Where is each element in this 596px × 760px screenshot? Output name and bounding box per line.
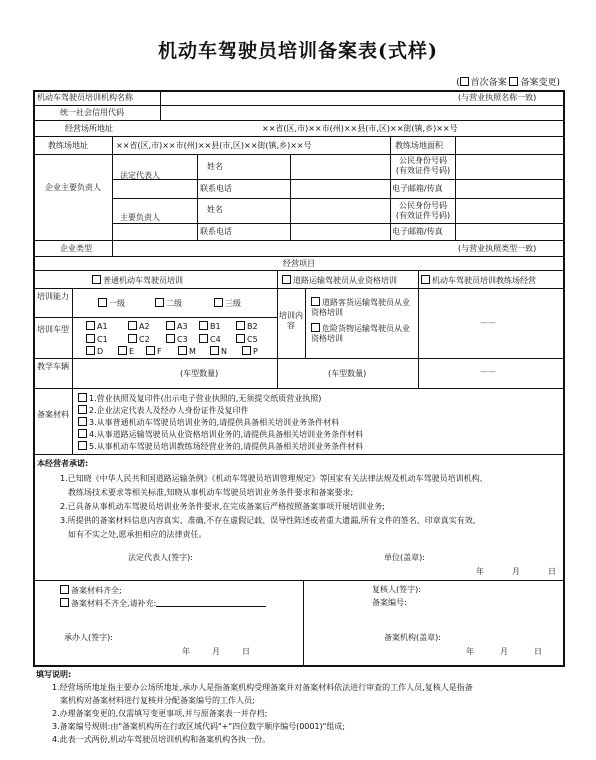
material-5-checkbox[interactable]	[78, 441, 87, 450]
vehicle-b1	[199, 321, 221, 332]
grid-line	[112, 179, 565, 180]
teaching-vehicle-label: 教学车辆	[37, 362, 69, 371]
material-1-text: 1.营业执照及复印件(出示电子营业执照的,无须提交纸质营业执照)	[89, 394, 322, 403]
pledge-month: 月	[512, 567, 520, 576]
id-no-text: 公民身份号码	[399, 201, 447, 210]
address-value: ××省(区,市)××市(州)××县(市,区)××街(镇,乡)××号	[262, 124, 458, 133]
vehicle-e-checkbox[interactable]	[118, 346, 127, 355]
vehicle-e-label: E	[129, 347, 135, 356]
grid-line	[112, 136, 113, 256]
vehicle-c3	[166, 334, 188, 345]
level-1-checkbox[interactable]	[98, 298, 107, 307]
pledge-day: 日	[548, 567, 556, 576]
vehicle-m	[178, 346, 196, 357]
vehicle-a3-label: A3	[177, 322, 188, 331]
handler-day: 日	[242, 647, 250, 656]
level-1-label: 一级	[109, 299, 125, 308]
field-project-dash: ——	[480, 318, 496, 327]
filing-type-selector	[456, 75, 560, 88]
grid-line	[33, 105, 565, 106]
pledge-3b: 如有不实之处,愿承担相应的法律责任。	[68, 530, 207, 539]
vehicle-c5	[236, 334, 258, 345]
main-head-id-label	[391, 201, 455, 221]
vehicle-p-checkbox[interactable]	[242, 346, 251, 355]
org-name-label: 机动车驾驶员培训机构名称	[37, 93, 133, 102]
grid-line	[303, 580, 304, 665]
materials-incomplete-option	[60, 598, 266, 609]
content-1-checkbox[interactable]	[311, 297, 320, 306]
grid-line	[33, 256, 565, 257]
vehicle-a2	[128, 321, 150, 332]
legal-rep-id-label	[391, 156, 455, 176]
content-label: 培训内容	[279, 311, 303, 330]
level-2-option	[155, 298, 182, 309]
pledge-1a: 1.已知晓《中华人民共和国道路运输条例》《机动车驾驶员培训管理规定》等国家有关法律法规及机动车驾驶员培训机构、	[60, 474, 488, 483]
vehicle-m-label: M	[189, 347, 196, 356]
materials-complete-checkbox[interactable]	[60, 585, 69, 594]
grid-line	[160, 90, 161, 120]
biz-type-label: 企业类型	[60, 244, 92, 253]
vehicle-d-checkbox[interactable]	[86, 346, 95, 355]
pledge-3a: 3.所提供的备案材料信息内容真实、准确,不存在虚假记载、误导性陈述或者重大遗漏,所有文件的签名、印章真实有效,	[60, 516, 476, 525]
notes-heading: 填写说明:	[36, 670, 72, 679]
vehicle-a1-checkbox[interactable]	[86, 321, 95, 330]
vehicle-p-label: P	[253, 347, 258, 356]
materials-incomplete-label: 备案材料不齐全,请补充:	[71, 599, 157, 608]
grid-line	[33, 120, 565, 121]
vehicle-f	[146, 346, 162, 357]
grid-line	[72, 288, 73, 454]
grid-line	[33, 270, 565, 271]
vehicle-b2-label: B2	[247, 322, 258, 331]
vehicle-c3-checkbox[interactable]	[166, 334, 175, 343]
filing-type-open: (	[456, 78, 460, 88]
material-1-checkbox[interactable]	[78, 393, 87, 402]
address-label: 经营场所地址	[65, 124, 113, 133]
vehicle-c2-checkbox[interactable]	[128, 334, 137, 343]
material-item-5	[78, 441, 363, 452]
materials-incomplete-checkbox[interactable]	[60, 598, 69, 607]
vehicle-b1-checkbox[interactable]	[199, 321, 208, 330]
vehicle-c4	[199, 334, 221, 345]
material-2-text: 2.企业法定代表人及经办人身份证件及复印件	[89, 406, 249, 415]
material-5-text: 5.从事机动车驾驶员培训教练场经营业务的,请提供具备相关培训业务条件材料	[89, 442, 364, 451]
id-no-sub-text: (有效证件号码)	[395, 211, 451, 220]
table-right-border	[563, 90, 565, 667]
seal-day: 日	[534, 647, 542, 656]
vehicle-a3	[166, 321, 188, 332]
level-2-label: 二级	[166, 299, 182, 308]
teaching-count-1: (车型数量)	[180, 369, 219, 378]
reviewer-signature: 复核人(签字):	[372, 585, 421, 594]
vehicle-f-label: F	[157, 347, 162, 356]
id-no-sub-text: (有效证件号码)	[395, 166, 451, 175]
filing-type-close: )	[556, 78, 560, 88]
handler-month: 月	[212, 647, 220, 656]
level-3-label: 三级	[225, 299, 241, 308]
legal-rep-label: 法定代表人	[120, 171, 160, 180]
project-field-operation	[421, 275, 536, 286]
vehicle-a3-checkbox[interactable]	[166, 321, 175, 330]
project-normal-checkbox[interactable]	[92, 275, 101, 284]
seal-month: 月	[500, 647, 508, 656]
filing-number: 备案编号:	[372, 598, 407, 607]
material-item-3	[78, 417, 339, 428]
grid-line	[277, 270, 278, 388]
vehicle-d	[86, 346, 103, 357]
materials-label: 备案材料	[37, 410, 69, 419]
level-1-option	[98, 298, 125, 309]
pledge-heading: 本经营者承诺:	[37, 459, 89, 468]
content-2-label: 危险货物运输驾驶员从业资格培训	[311, 324, 410, 343]
main-leaders-label: 企业主要负责人	[45, 183, 101, 192]
vehicle-c1-label: C1	[97, 335, 108, 344]
grid-line	[112, 198, 565, 199]
grid-line	[33, 388, 565, 389]
id-no-text: 公民身份号码	[399, 156, 447, 165]
grid-line	[33, 580, 565, 581]
vehicle-c2-label: C2	[139, 335, 150, 344]
legal-rep-phone-label: 联系电话	[200, 184, 232, 193]
table-bottom-border	[33, 665, 565, 667]
note-4: 4.此表一式两份,机动车驾驶员培训机构和备案机构各执一份。	[52, 735, 271, 744]
material-4-text: 4.从事道路运输驾驶员从业资格培训业务的,请提供具备相关培训业务条件材料	[89, 430, 364, 439]
pledge-1b: 教练场技术要求等相关标准,知晓从事机动车驾驶员培训业务条件要求和备案要求;	[68, 488, 354, 497]
vehicle-b1-label: B1	[210, 322, 221, 331]
vehicle-c1	[86, 334, 108, 345]
level-3-option	[214, 298, 241, 309]
biz-type-note: (与营业执照类型一致)	[458, 244, 537, 253]
org-name-note: (与营业执照名称一致)	[458, 93, 537, 102]
material-item-1	[78, 393, 321, 404]
project-road-checkbox[interactable]	[282, 275, 291, 284]
grid-line	[33, 317, 277, 318]
note-3: 3.备案编号规则:由"备案机构所在行政区域代码"+"四位数字顺序编号(0001)"组成;	[52, 722, 346, 731]
grid-line	[33, 454, 565, 455]
vehicle-p	[242, 346, 258, 357]
project-road-transport	[282, 275, 397, 286]
ability-label: 培训能力	[37, 292, 69, 301]
vehicle-e	[118, 346, 134, 357]
vehicle-n	[210, 346, 227, 357]
org-seal: 备案机构(盖章):	[384, 633, 441, 642]
field-teach-dash: ——	[480, 367, 496, 376]
level-2-checkbox[interactable]	[155, 298, 164, 307]
grid-line	[33, 358, 565, 359]
vehicle-a2-checkbox[interactable]	[128, 321, 137, 330]
legal-rep-email-label: 电子邮箱/传真	[392, 184, 443, 193]
first-filing-label: 首次备案	[470, 78, 507, 88]
grid-line	[390, 136, 391, 240]
biz-items-label: 经营项目	[283, 259, 315, 268]
content-option-2	[311, 323, 415, 344]
materials-complete-option	[60, 585, 122, 596]
project-road-label: 道路运输驾驶员从业资格培训	[293, 276, 397, 285]
project-normal-label: 普通机动车驾驶员培训	[103, 276, 183, 285]
content-1-label: 道路客货运输驾驶员从业资格培训	[311, 298, 410, 317]
legal-rep-signature: 法定代表人(签字):	[128, 553, 193, 562]
form-title: 机动车驾驶员培训备案表(式样)	[158, 40, 438, 62]
content-2-checkbox[interactable]	[311, 323, 320, 332]
vehicle-f-checkbox[interactable]	[146, 346, 155, 355]
project-field-checkbox[interactable]	[421, 275, 430, 284]
grid-line	[305, 288, 306, 358]
vehicle-m-checkbox[interactable]	[178, 346, 187, 355]
table-top-border	[33, 90, 565, 92]
main-head-email-label: 电子邮箱/传真	[392, 227, 443, 236]
vehicle-c4-label: C4	[210, 335, 221, 344]
grid-line	[418, 270, 419, 388]
field-area-label: 教练场地面积	[395, 141, 443, 150]
main-head-label: 主要负责人	[120, 213, 160, 222]
grid-line	[290, 154, 291, 240]
note-2: 2.办理备案变更的,仅需填写变更事项,并与原备案表一并存档;	[52, 709, 268, 718]
content-option-1	[311, 297, 415, 318]
project-field-label: 机动车驾驶员培训教练场经营	[432, 276, 536, 285]
vehicle-c5-label: C5	[247, 335, 258, 344]
handler-signature: 承办人(签字):	[64, 633, 113, 642]
vehicle-d-label: D	[97, 347, 104, 356]
material-2-checkbox[interactable]	[78, 405, 87, 414]
vehicle-c1-checkbox[interactable]	[86, 334, 95, 343]
vehicle-type-label: 培训车型	[37, 325, 69, 334]
grid-line	[197, 154, 198, 240]
legal-rep-name-label: 姓名	[207, 162, 223, 171]
material-4-checkbox[interactable]	[78, 429, 87, 438]
vehicle-n-checkbox[interactable]	[210, 346, 219, 355]
project-normal-training	[92, 275, 183, 286]
vehicle-c4-checkbox[interactable]	[199, 334, 208, 343]
level-3-checkbox[interactable]	[214, 298, 223, 307]
vehicle-b2	[236, 321, 258, 332]
material-3-text: 3.从事普通机动车驾驶员培训业务的,请提供具备相关培训业务条件材料	[89, 418, 340, 427]
grid-line	[33, 288, 565, 289]
supplement-input[interactable]	[156, 598, 266, 607]
vehicle-a2-label: A2	[139, 322, 150, 331]
pledge-year: 年	[476, 567, 484, 576]
note-1a: 1.经营场所地址指主要办公场所地址,承办人是指备案机构受理备案并对备案材料依法进行审查的工作人员,复核人是指备	[52, 683, 473, 692]
unit-seal: 单位(盖章):	[384, 553, 425, 562]
material-3-checkbox[interactable]	[78, 417, 87, 426]
credit-code-label: 统一社会信用代码	[60, 108, 124, 117]
teaching-count-2: (车型数量)	[328, 369, 367, 378]
grid-line	[112, 223, 565, 224]
main-head-name-label: 姓名	[207, 205, 223, 214]
pledge-2: 2.已具备从事机动车驾驶员培训业务条件要求,在完成备案后严格按照备案事项开展培训业务;	[60, 502, 385, 511]
vehicle-n-label: N	[221, 347, 227, 356]
seal-year: 年	[466, 647, 474, 656]
note-1b: 案机构对备案材料进行复核并分配备案编号的工作人员;	[60, 696, 255, 705]
vehicle-c3-label: C3	[177, 335, 188, 344]
materials-complete-label: 备案材料齐全;	[71, 586, 122, 595]
field-address-value: ××省(区,市)××市(州)××县(市,区)××街(镇,乡)××号	[116, 141, 312, 150]
field-address-label: 教练场地址	[48, 141, 88, 150]
main-head-phone-label: 联系电话	[200, 227, 232, 236]
grid-line	[455, 136, 456, 240]
material-item-4	[78, 429, 363, 440]
handler-year: 年	[182, 647, 190, 656]
table-left-border	[33, 90, 35, 667]
vehicle-a1-label: A1	[97, 322, 108, 331]
vehicle-c5-checkbox[interactable]	[236, 334, 245, 343]
change-filing-label: 备案变更	[520, 78, 557, 88]
first-filing-checkbox[interactable]	[460, 77, 469, 86]
vehicle-c2	[128, 334, 150, 345]
vehicle-b2-checkbox[interactable]	[236, 321, 245, 330]
vehicle-a1	[86, 321, 108, 332]
material-item-2	[78, 405, 249, 416]
change-filing-checkbox[interactable]	[509, 77, 518, 86]
